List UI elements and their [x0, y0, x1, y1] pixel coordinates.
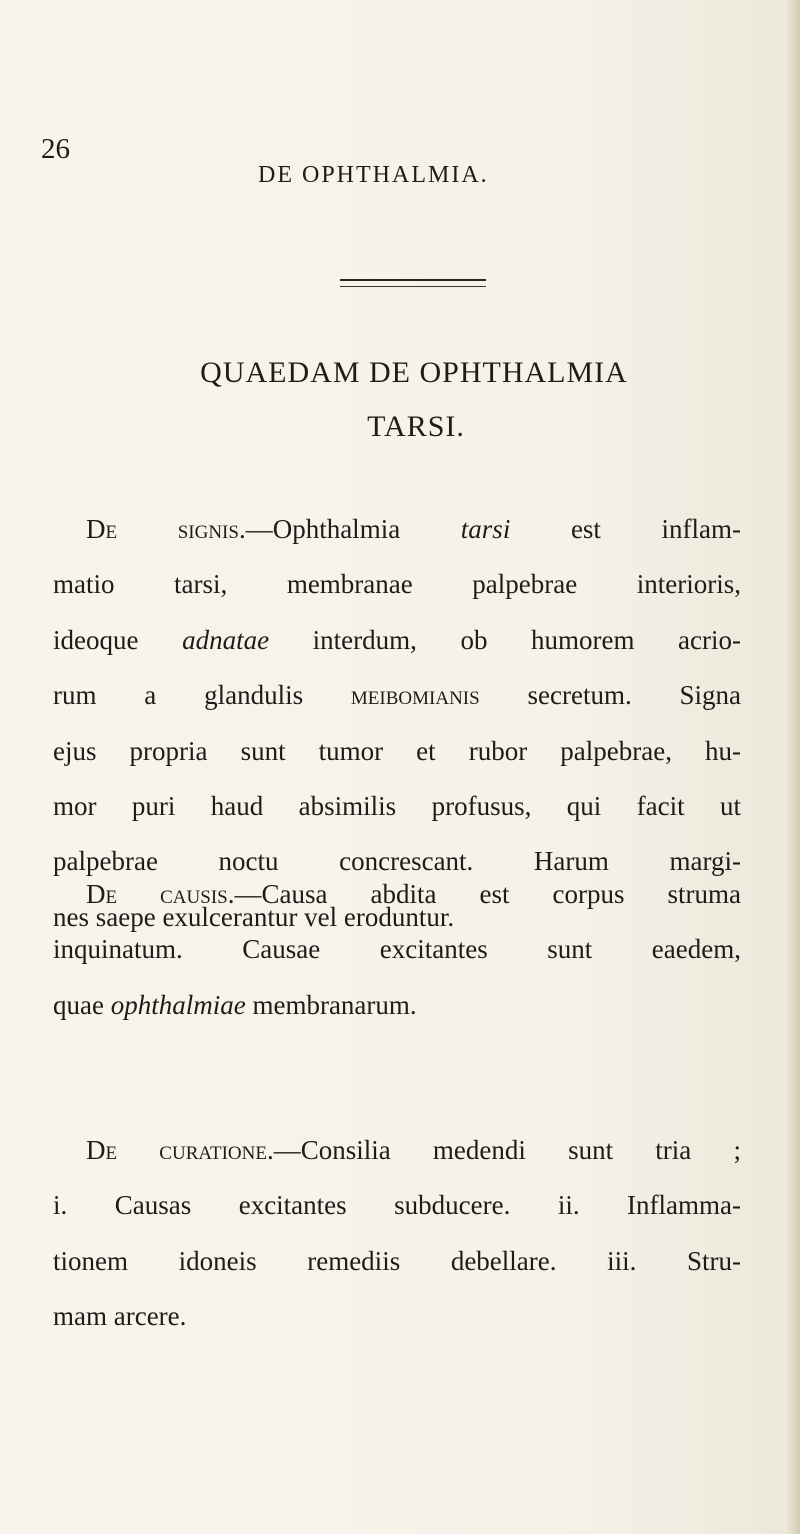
page-number: 26 — [41, 133, 70, 165]
text-line: ejus propria sunt tumor et rubor palpebrae, hu- — [53, 735, 741, 766]
text-line: matio tarsi, membranae palpebrae interioris, — [53, 569, 741, 600]
section-title-line-2: TARSI. — [367, 410, 465, 443]
text-line — [53, 978, 741, 1033]
page-edge-shadow — [786, 0, 800, 1534]
italic-term: tarsi — [460, 514, 511, 544]
paragraph-de-causis — [53, 867, 741, 1033]
text-run: rum a glandulis — [53, 680, 304, 711]
text-line: palpebrae noctu concrescant. Harum margi- — [53, 846, 741, 877]
paragraph-lead: De causis. — [86, 879, 235, 909]
text-run: —Ophthalmia — [245, 514, 401, 544]
text-line: mam arcere. — [53, 1301, 187, 1332]
text-line — [53, 613, 741, 668]
section-title-line-1: QUAEDAM DE OPHTHALMIA — [200, 356, 628, 389]
text-line: tionem idoneis remediis debellare. iii. Stru- — [53, 1245, 741, 1276]
text-line: i. Causas excitantes subducere. ii. Inflamma- — [53, 1190, 741, 1221]
text-line: nes saepe exulcerantur vel eroduntur. — [53, 901, 455, 932]
text-line: inquinatum. Causae excitantes sunt eaedem, — [53, 934, 741, 965]
italic-term: ophthalmiae — [110, 989, 246, 1020]
text-run: —Causa abdita est corpus struma — [234, 879, 741, 909]
text-line — [53, 867, 741, 922]
text-run: interdum, ob humorem acrio- — [312, 624, 742, 655]
text-line — [53, 668, 741, 723]
paragraph-lead: De signis. — [86, 514, 246, 544]
running-head: DE OPHTHALMIA. — [258, 162, 489, 188]
text-run: —Consilia medendi sunt tria ; — [273, 1135, 741, 1165]
section-divider — [340, 279, 486, 281]
paragraph-lead: De curatione. — [86, 1135, 274, 1165]
text-run: ideoque — [53, 624, 139, 655]
smallcaps-term: meibomianis — [350, 680, 480, 711]
text-line — [53, 1123, 741, 1178]
text-run: quae — [53, 989, 104, 1020]
text-run: secretum. Signa — [527, 680, 742, 711]
section-divider-thin — [340, 286, 486, 287]
text-line: mor puri haud absimilis profusus, qui facit ut — [53, 790, 741, 821]
paragraph-de-curatione — [53, 1123, 741, 1345]
text-run: est inflam- — [570, 514, 742, 544]
text-line — [53, 502, 741, 557]
italic-term: adnatae — [182, 624, 270, 655]
text-run: membranarum. — [252, 989, 417, 1020]
